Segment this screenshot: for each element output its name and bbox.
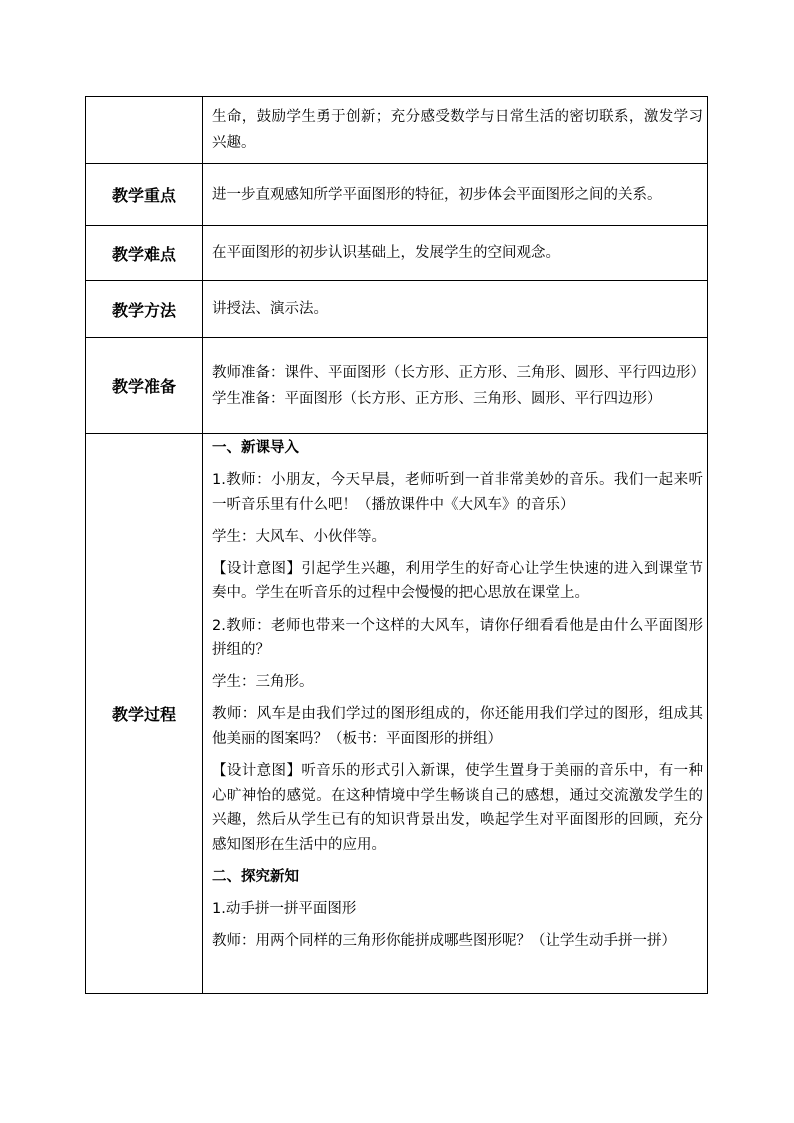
paragraph: 教师：风车是由我们学过的图形组成的，你还能用我们学过的图形，组成其他美丽的图案吗？（板书：平面图形的拼组） bbox=[212, 706, 703, 747]
paragraph: 进一步直观感知所学平面图形的特征，初步体会平面图形之间的关系。 bbox=[212, 186, 662, 203]
row-content bbox=[203, 164, 708, 226]
paragraph: 【设计意图】听音乐的形式引入新课，使学生置身于美丽的音乐中，有一种心旷神怡的感觉。在这种情境中学生畅谈自己的感想，通过交流激发学生的兴趣，然后从学生已有的知识背景出发，唤起学生对平面图形的回顾，充分感知图形在生活中的应用。 bbox=[212, 763, 703, 853]
row-label-difficulties: 教学难点 bbox=[86, 226, 203, 281]
table-row bbox=[86, 226, 708, 281]
row-label-key-points: 教学重点 bbox=[86, 164, 203, 226]
paragraph: 讲授法、演示法。 bbox=[212, 301, 328, 317]
row-label-methods: 教学方法 bbox=[86, 281, 203, 338]
table-row bbox=[86, 97, 708, 164]
row-content bbox=[203, 97, 708, 164]
table-row bbox=[86, 434, 708, 994]
paragraph: 学生准备：平面图形（长方形、正方形、三角形、圆形、平行四边形） bbox=[212, 390, 662, 407]
paragraph: 1.动手拼一拼平面图形 bbox=[212, 901, 357, 917]
lesson-plan-table bbox=[85, 96, 708, 994]
paragraph: 学生：大风车、小伙伴等。 bbox=[212, 528, 386, 545]
table-row bbox=[86, 281, 708, 338]
paragraph: 教师准备：课件、平面图形（长方形、正方形、三角形、圆形、平行四边形） bbox=[212, 364, 705, 381]
table-row bbox=[86, 338, 708, 434]
row-label-process: 教学过程 bbox=[86, 434, 203, 994]
row-content bbox=[203, 226, 708, 281]
paragraph: 在平面图形的初步认识基础上，发展学生的空间观念。 bbox=[212, 245, 560, 261]
row-content bbox=[203, 281, 708, 338]
row-content bbox=[203, 434, 708, 994]
row-content bbox=[203, 338, 708, 434]
row-label-preparation: 教学准备 bbox=[86, 338, 203, 434]
paragraph: 【设计意图】引起学生兴趣，利用学生的好奇心让学生快速的进入到课堂节奏中。学生在听音乐的过程中会慢慢的把心思放在课堂上。 bbox=[212, 560, 703, 602]
section-heading: 一、新课导入 bbox=[212, 440, 299, 456]
paragraph: 2.教师：老师也带来一个这样的大风车，请你仔细看看他是由什么平面图形拼组的？ bbox=[212, 617, 703, 659]
paragraph: 生命，鼓励学生勇于创新；充分感受数学与日常生活的密切联系，激发学习兴趣。 bbox=[212, 109, 703, 151]
section-heading: 二、探究新知 bbox=[212, 868, 299, 885]
paragraph: 1.教师：小朋友，今天早晨，老师听到一首非常美妙的音乐。我们一起来听一听音乐里有什么吧！（播放课件中《大风车》的音乐） bbox=[212, 472, 703, 513]
paragraph: 教师：用两个同样的三角形你能拼成哪些图形呢？（让学生动手拼一拼） bbox=[212, 933, 676, 950]
row-label bbox=[86, 97, 203, 164]
table-row bbox=[86, 164, 708, 226]
paragraph: 学生：三角形。 bbox=[212, 674, 314, 691]
